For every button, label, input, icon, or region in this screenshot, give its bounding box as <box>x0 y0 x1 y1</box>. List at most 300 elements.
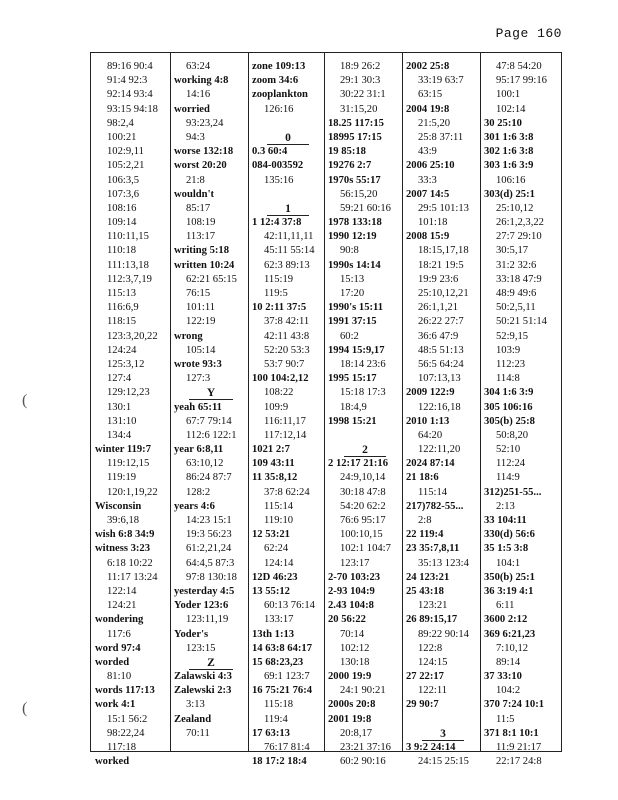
index-entry-reference: 93:23,24 <box>186 117 224 129</box>
index-entry-reference: 127:4 <box>107 373 132 385</box>
index-entry-reference: 135:16 <box>264 174 294 186</box>
index-entry-reference: 15:13 <box>340 273 365 285</box>
index-entry-term: 23 35:7,8,11 <box>406 543 460 555</box>
index-entry-reference: 48:9 49:6 <box>496 288 537 299</box>
index-entry-term: 25 43:18 <box>406 585 444 597</box>
index-entry-reference: 128:2 <box>186 486 211 498</box>
index-entry-term: 1978 133:18 <box>328 217 382 229</box>
index-entry-reference: 61:2,21,24 <box>186 543 232 555</box>
index-entry-reference: 64:4,5 87:3 <box>186 557 235 569</box>
index-entry-reference: 2:8 <box>418 515 432 526</box>
index-entry-reference: 129:12,23 <box>107 387 150 399</box>
index-entry-term: 2008 15:9 <box>406 231 450 243</box>
index-entry-reference: 110:18 <box>107 245 137 257</box>
index-entry-term: 19276 2:7 <box>328 160 372 172</box>
index-entry-term: 109 43:11 <box>252 458 295 470</box>
index-entry-reference: 107:3,6 <box>107 188 140 200</box>
index-entry-reference: 42:11 43:8 <box>264 330 310 342</box>
index-entry-term: 2-93 104:9 <box>328 585 375 597</box>
index-entry-reference: 63:15 <box>418 89 443 101</box>
index-entry-term: 100 104:2,12 <box>252 373 309 385</box>
index-entry-reference: 53:7 90:7 <box>264 358 305 370</box>
index-entry-reference: 102:12 <box>340 642 370 654</box>
index-entry-reference: 25:10,12 <box>496 202 534 214</box>
index-entry-reference: 112:24 <box>496 458 526 470</box>
index-entry-reference: 11:5 <box>496 713 515 725</box>
index-entry-term: 29 90:7 <box>406 699 439 711</box>
index-entry-term: 303(d) 25:1 <box>484 188 535 200</box>
index-entry-term: 305 106:16 <box>484 401 533 413</box>
index-letter-heading <box>174 386 248 400</box>
index-entry-term: worst 20:20 <box>174 160 227 172</box>
index-entry-reference: 24:1 90:21 <box>340 685 386 697</box>
index-entry-term: 304 1:6 3:9 <box>484 387 534 399</box>
index-entry-reference: 26:1,1,21 <box>418 302 459 314</box>
index-entry-term: 330(d) 56:6 <box>484 529 535 541</box>
index-entry-reference: 95:17 99:16 <box>496 75 547 87</box>
index-entry-term: 217)782-55... <box>406 500 464 512</box>
index-entry-reference: 115:18 <box>264 699 294 711</box>
index-spacer <box>406 713 480 727</box>
index-entry-term: 303 1:6 3:9 <box>484 160 534 172</box>
index-entry-term: 2002 25:8 <box>406 61 450 72</box>
index-entry-reference: 76:6 95:17 <box>340 515 386 526</box>
index-entry-term: 1990's 15:11 <box>328 302 384 314</box>
index-entry-reference: 81:10 <box>107 671 132 683</box>
index-letter-heading <box>252 131 324 145</box>
index-entry-term: year 6:8,11 <box>174 444 224 456</box>
index-entry-term: 10 2:11 37:5 <box>252 302 307 314</box>
index-entry-reference: 123:17 <box>340 557 370 569</box>
index-entry-reference: 62:21 65:15 <box>186 273 237 285</box>
index-entry-term: 0.3 60:4 <box>252 146 288 158</box>
index-entry-term: Wisconsin <box>95 500 142 512</box>
index-entry-term: yeah 65:11 <box>174 401 222 413</box>
index-entry-reference: 2:13 <box>496 500 515 512</box>
index-entry-term: 2.43 104:8 <box>328 600 374 612</box>
index-entry-reference: 122:11 <box>418 685 448 697</box>
index-entry-reference: 21:5,20 <box>418 117 451 129</box>
index-entry-reference: 100:10,15 <box>340 529 383 541</box>
index-entry-reference: 60:2 <box>340 330 359 342</box>
index-entry-reference: 60:2 90:16 <box>340 756 386 768</box>
index-entry-reference: 50:21 51:14 <box>496 316 547 328</box>
index-entry-term: zoom 34:6 <box>252 75 299 87</box>
index-entry-reference: 48:5 51:13 <box>418 344 464 356</box>
index-entry-term: word 97:4 <box>95 642 141 654</box>
index-entry-reference: 37:8 62:24 <box>264 486 310 498</box>
index-entry-reference: 126:16 <box>264 103 294 115</box>
index-entry-reference: 122:19 <box>186 316 216 328</box>
index-entry-reference: 25:10,12,21 <box>418 288 469 299</box>
index-entry-term: 305(b) 25:8 <box>484 415 535 427</box>
index-entry-term: 2010 1:13 <box>406 415 450 427</box>
index-entry-term: 2001 19:8 <box>328 713 372 725</box>
index-entry-reference: 116:6,9 <box>107 302 139 314</box>
index-entry-term: 3600 2:12 <box>484 614 528 626</box>
index-entry-reference: 117:6 <box>107 628 131 640</box>
index-entry-term: zooplankton <box>252 89 308 101</box>
letter-label: 1 <box>267 203 309 216</box>
index-entry-reference: 56:5 64:24 <box>418 358 464 370</box>
index-entry-reference: 15:18 17:3 <box>340 387 386 399</box>
index-entry-reference: 119:4 <box>264 713 288 725</box>
index-entry-term: 370 7:24 10:1 <box>484 699 545 711</box>
index-entry-term: 22 119:4 <box>406 529 444 541</box>
index-entry-reference: 19:3 56:23 <box>186 529 232 541</box>
index-entry-term: 20 56:22 <box>328 614 366 626</box>
index-entry-reference: 118:15 <box>107 316 137 328</box>
index-entry-reference: 130:1 <box>107 401 132 413</box>
index-entry-term: wrong <box>174 330 203 342</box>
index-entry-reference: 119:10 <box>264 515 294 526</box>
index-entry-reference: 62:24 <box>264 543 289 555</box>
index-entry-reference: 100:21 <box>107 131 137 143</box>
index-entry-reference: 14:23 15:1 <box>186 515 232 526</box>
index-entry-reference: 109:14 <box>107 217 137 229</box>
index-entry-reference: 111:13,18 <box>107 259 149 271</box>
letter-label: Y <box>189 387 233 400</box>
index-entry-reference: 115:19 <box>264 273 294 285</box>
index-entry-reference: 37:8 42:11 <box>264 316 310 328</box>
index-entry-term: work 4:1 <box>95 699 136 711</box>
index-entry-term: 1995 15:17 <box>328 373 377 385</box>
index-entry-reference: 115:14 <box>264 500 294 512</box>
index-entry-reference: 106:16 <box>496 174 526 186</box>
index-entry-reference: 20:8,17 <box>340 727 373 739</box>
index-entry-term: worse 132:18 <box>174 146 234 158</box>
index-entry-term: 2007 14:5 <box>406 188 450 200</box>
index-entry-term: written 10:24 <box>174 259 235 271</box>
index-entry-reference: 33:3 <box>418 174 437 186</box>
index-entry-reference: 62:3 89:13 <box>264 259 310 271</box>
index-entry-reference: 124:21 <box>107 600 137 612</box>
index-entry-term: 37 33:10 <box>484 671 522 683</box>
index-entry-reference: 23:21 37:16 <box>340 742 391 753</box>
index-entry-term: 302 1:6 3:8 <box>484 146 534 158</box>
index-entry-term: 1021 2:7 <box>252 444 290 456</box>
index-entry-reference: 116:11,17 <box>264 415 306 427</box>
index-entry-term: working 4:8 <box>174 75 229 87</box>
index-entry-term: 18 17:2 18:4 <box>252 756 307 768</box>
index-entry-term: Yoder 123:6 <box>174 600 229 612</box>
index-entry-term: 1990s 14:14 <box>328 259 381 271</box>
index-entry-reference: 63:10,12 <box>186 458 224 470</box>
index-entry-term: 301 1:6 3:8 <box>484 131 534 143</box>
index-entry-reference: 18:15,17,18 <box>418 245 469 257</box>
index-entry-term: 21 18:6 <box>406 472 439 484</box>
index-entry-reference: 109:9 <box>264 401 289 413</box>
index-entry-reference: 35:13 123:4 <box>418 557 469 569</box>
index-entry-reference: 112:6 122:1 <box>186 429 237 441</box>
index-entry-reference: 52:20 53:3 <box>264 344 310 356</box>
index-entry-reference: 90:8 <box>340 245 359 257</box>
index-entry-reference: 64:20 <box>418 429 443 441</box>
index-entry-reference: 59:21 60:16 <box>340 202 391 214</box>
index-entry-term: 18995 17:15 <box>328 131 382 143</box>
index-entry-reference: 102:14 <box>496 103 526 115</box>
index-entry-term: 2 12:17 21:16 <box>328 458 389 470</box>
index-entry-term: witness 3:23 <box>95 543 151 555</box>
index-entry-term: 16 75:21 76:4 <box>252 685 313 697</box>
index-entry-term: 2000 19:9 <box>328 671 372 683</box>
index-entry-reference: 122:11,20 <box>418 444 461 456</box>
index-entry-term: 17 63:13 <box>252 727 290 739</box>
index-entry-reference: 104:2 <box>496 685 521 697</box>
index-letter-heading <box>406 727 480 741</box>
hole-punch-mark: ( <box>22 392 28 409</box>
index-entry-term: worded <box>95 656 130 668</box>
index-entry-term: 3 9:2 24:14 <box>406 742 456 753</box>
index-entry-term: words 117:13 <box>95 685 155 697</box>
index-entry-reference: 119:12,15 <box>107 458 150 470</box>
index-entry-term: writing 5:18 <box>174 245 230 257</box>
index-entry-reference: 18:14 23:6 <box>340 358 386 370</box>
index-entry-reference: 17:20 <box>340 288 365 299</box>
word-index-table <box>90 52 562 768</box>
index-entry-reference: 130:18 <box>340 656 370 668</box>
index-entry-reference: 101:18 <box>418 217 448 229</box>
index-entry-reference: 100:1 <box>496 89 521 101</box>
index-entry-term: 1970s 55:17 <box>328 174 381 186</box>
index-entry-reference: 105:2,21 <box>107 160 145 172</box>
index-entry-reference: 26:22 27:7 <box>418 316 464 328</box>
letter-label: 0 <box>267 132 309 145</box>
index-entry-reference: 52:9,15 <box>496 330 529 342</box>
index-entry-term: 19 85:18 <box>328 146 366 158</box>
index-entry-reference: 24:15 25:15 <box>418 756 469 768</box>
index-entry-reference: 45:11 55:14 <box>264 245 315 257</box>
index-entry-reference: 119:5 <box>264 288 288 299</box>
index-entry-term: 13th 1:13 <box>252 628 295 640</box>
index-entry-reference: 93:15 94:18 <box>107 103 158 115</box>
index-entry-reference: 105:14 <box>186 344 216 356</box>
index-entry-reference: 124:14 <box>264 557 294 569</box>
index-entry-reference: 94:3 <box>186 131 205 143</box>
index-entry-term: 18.25 117:15 <box>328 117 384 129</box>
index-column-3 <box>249 53 325 768</box>
index-entry-reference: 123:15 <box>186 642 216 654</box>
index-entry-reference: 7:10,12 <box>496 642 529 654</box>
index-entry-reference: 22:17 24:8 <box>496 756 542 768</box>
index-entry-term: 30 25:10 <box>484 117 522 129</box>
index-entry-reference: 43:9 <box>418 146 437 158</box>
index-entry-reference: 91:4 92:3 <box>107 75 148 87</box>
index-entry-reference: 115:13 <box>107 288 137 299</box>
index-entry-reference: 108:16 <box>107 202 137 214</box>
index-entry-reference: 134:4 <box>107 429 132 441</box>
index-entry-reference: 18:9 26:2 <box>340 61 381 72</box>
index-entry-reference: 70:11 <box>186 727 210 739</box>
index-entry-term: 084-003592 <box>252 160 304 172</box>
index-column-2 <box>171 53 249 751</box>
index-entry-term: 35 1:5 3:8 <box>484 543 529 555</box>
index-entry-reference: 86:24 87:7 <box>186 472 232 484</box>
index-entry-reference: 89:14 <box>496 656 521 668</box>
index-entry-reference: 123:11,19 <box>186 614 229 626</box>
hole-punch-mark: ( <box>22 700 28 717</box>
index-entry-reference: 42:11,11,11 <box>264 231 314 243</box>
index-spacer <box>328 429 402 443</box>
index-entry-term: 312)251-55... <box>484 486 542 498</box>
index-spacer <box>252 188 324 202</box>
index-entry-reference: 102:9,11 <box>107 146 144 158</box>
index-entry-reference: 67:7 79:14 <box>186 415 232 427</box>
index-column-5 <box>403 53 481 768</box>
letter-label: Z <box>189 657 233 670</box>
index-entry-term: Zealand <box>174 713 212 725</box>
index-entry-reference: 19:9 23:6 <box>418 273 459 285</box>
index-entry-term: 15 68:23,23 <box>252 656 304 668</box>
index-entry-reference: 18:21 19:5 <box>418 259 464 271</box>
index-entry-term: 1990 12:19 <box>328 231 377 243</box>
index-entry-term: years 4:6 <box>174 500 215 512</box>
index-entry-reference: 119:19 <box>107 472 137 484</box>
index-entry-reference: 120:1,19,22 <box>107 486 158 498</box>
index-entry-term: 2004 19:8 <box>406 103 450 115</box>
index-entry-reference: 76:17 81:4 <box>264 742 310 753</box>
index-entry-reference: 31:2 32:6 <box>496 259 537 271</box>
index-entry-term: wish 6:8 34:9 <box>95 529 155 541</box>
index-entry-reference: 26:1,2,3,22 <box>496 217 544 229</box>
index-entry-term: 13 55:12 <box>252 585 290 597</box>
index-entry-reference: 117:12,14 <box>264 429 307 441</box>
index-entry-reference: 98:2,4 <box>107 117 134 129</box>
index-column-4 <box>325 53 403 768</box>
index-entry-reference: 108:22 <box>264 387 294 399</box>
index-entry-reference: 106:3,5 <box>107 174 140 186</box>
index-entry-reference: 124:24 <box>107 344 137 356</box>
index-entry-term: 1994 15:9,17 <box>328 344 385 356</box>
index-entry-reference: 29:1 30:3 <box>340 75 381 87</box>
index-entry-term: 27 22:17 <box>406 671 444 683</box>
index-entry-term: 2-70 103:23 <box>328 571 381 583</box>
index-entry-reference: 122:16,18 <box>418 401 461 413</box>
index-entry-reference: 123:3,20,22 <box>107 330 158 342</box>
index-entry-term: 36 3:19 4:1 <box>484 585 534 597</box>
index-entry-reference: 97:8 130:18 <box>186 571 237 583</box>
index-entry-reference: 30:18 47:8 <box>340 486 386 498</box>
index-entry-term: 1991 37:15 <box>328 316 377 328</box>
index-entry-term: wouldn't <box>174 188 215 200</box>
index-entry-reference: 69:1 123:7 <box>264 671 310 683</box>
index-entry-reference: 114:8 <box>496 373 520 385</box>
index-entry-reference: 29:5 101:13 <box>418 202 469 214</box>
index-entry-reference: 117:18 <box>107 742 137 753</box>
index-entry-term: 1998 15:21 <box>328 415 377 427</box>
index-entry-term: wondering <box>95 614 144 626</box>
index-entry-reference: 127:3 <box>186 373 211 385</box>
index-entry-term: Zalewski 2:3 <box>174 685 232 697</box>
index-entry-reference: 102:1 104:7 <box>340 543 391 555</box>
index-entry-term: 2024 87:14 <box>406 458 455 470</box>
index-entry-reference: 39:6,18 <box>107 515 140 526</box>
index-entry-reference: 89:16 90:4 <box>107 61 153 72</box>
index-entry-reference: 54:20 62:2 <box>340 500 386 512</box>
index-entry-reference: 113:17 <box>186 231 216 243</box>
letter-label: 3 <box>422 728 464 741</box>
index-entry-term: 371 8:1 10:1 <box>484 727 539 739</box>
index-entry-reference: 89:22 90:14 <box>418 628 469 640</box>
index-entry-reference: 18:4,9 <box>340 401 367 413</box>
index-entry-term: 350(b) 25:1 <box>484 571 535 583</box>
index-entry-term: 12 53:21 <box>252 529 290 541</box>
index-entry-reference: 63:24 <box>186 61 211 72</box>
index-entry-reference: 101:11 <box>186 302 216 314</box>
index-entry-term: 369 6:21,23 <box>484 628 536 640</box>
index-entry-reference: 3:13 <box>186 699 205 711</box>
index-entry-reference: 112:3,7,19 <box>107 273 152 285</box>
index-entry-reference: 112:23 <box>496 358 526 370</box>
index-letter-heading <box>252 202 324 216</box>
index-entry-reference: 47:8 54:20 <box>496 61 542 72</box>
index-entry-reference: 124:15 <box>418 656 448 668</box>
index-entry-reference: 114:9 <box>496 472 520 484</box>
index-column-6 <box>481 53 563 768</box>
index-entry-term: 1 12:4 37:8 <box>252 217 302 229</box>
index-entry-reference: 123:21 <box>418 600 448 612</box>
index-entry-term: 26 89:15,17 <box>406 614 458 626</box>
index-entry-reference: 104:1 <box>496 557 521 569</box>
index-entry-reference: 70:14 <box>340 628 365 640</box>
index-entry-term: worked <box>95 756 130 768</box>
index-entry-reference: 115:14 <box>418 486 448 498</box>
index-entry-reference: 76:15 <box>186 288 211 299</box>
index-entry-term: 2009 122:9 <box>406 387 455 399</box>
page-number: Page 160 <box>495 26 562 41</box>
index-entry-term: wrote 93:3 <box>174 358 222 370</box>
index-entry-term: winter 119:7 <box>95 444 152 456</box>
index-entry-reference: 31:15,20 <box>340 103 378 115</box>
index-entry-reference: 98:22,24 <box>107 727 145 739</box>
index-entry-reference: 36:6 47:9 <box>418 330 459 342</box>
index-entry-term: 14 63:8 64:17 <box>252 642 313 654</box>
index-entry-term: zone 109:13 <box>252 61 306 72</box>
index-entry-reference: 110:11,15 <box>107 231 149 243</box>
index-entry-reference: 52:10 <box>496 444 521 456</box>
letter-label: 2 <box>344 444 386 457</box>
index-entry-reference: 60:13 76:14 <box>264 600 315 612</box>
index-entry-reference: 108:19 <box>186 217 216 229</box>
index-entry-reference: 133:17 <box>264 614 294 626</box>
index-entry-reference: 14:16 <box>186 89 211 101</box>
index-entry-reference: 85:17 <box>186 202 211 214</box>
index-entry-reference: 103:9 <box>496 344 521 356</box>
index-entry-term: Yoder's <box>174 628 209 640</box>
index-entry-reference: 21:8 <box>186 174 205 186</box>
index-entry-reference: 27:7 29:10 <box>496 231 542 243</box>
index-column-1 <box>91 53 171 768</box>
index-letter-heading <box>328 443 402 457</box>
index-entry-term: 12D 46:23 <box>252 571 298 583</box>
index-entry-reference: 15:1 56:2 <box>107 713 148 725</box>
index-entry-term: Zalawski 4:3 <box>174 671 232 683</box>
index-entry-reference: 92:14 93:4 <box>107 89 153 101</box>
index-entry-reference: 122:8 <box>418 642 443 654</box>
index-entry-reference: 25:8 37:11 <box>418 131 464 143</box>
index-entry-reference: 122:14 <box>107 585 137 597</box>
index-entry-term: yesterday 4:5 <box>174 585 235 597</box>
index-entry-reference: 24:9,10,14 <box>340 472 386 484</box>
index-entry-reference: 50:8,20 <box>496 429 529 441</box>
index-entry-reference: 30:5,17 <box>496 245 529 257</box>
index-letter-heading <box>174 656 248 670</box>
index-entry-reference: 131:10 <box>107 415 137 427</box>
index-entry-reference: 11:17 13:24 <box>107 571 158 583</box>
index-entry-reference: 33:18 47:9 <box>496 273 542 285</box>
index-entry-reference: 11:9 21:17 <box>496 742 542 753</box>
index-entry-reference: 30:22 31:1 <box>340 89 386 101</box>
